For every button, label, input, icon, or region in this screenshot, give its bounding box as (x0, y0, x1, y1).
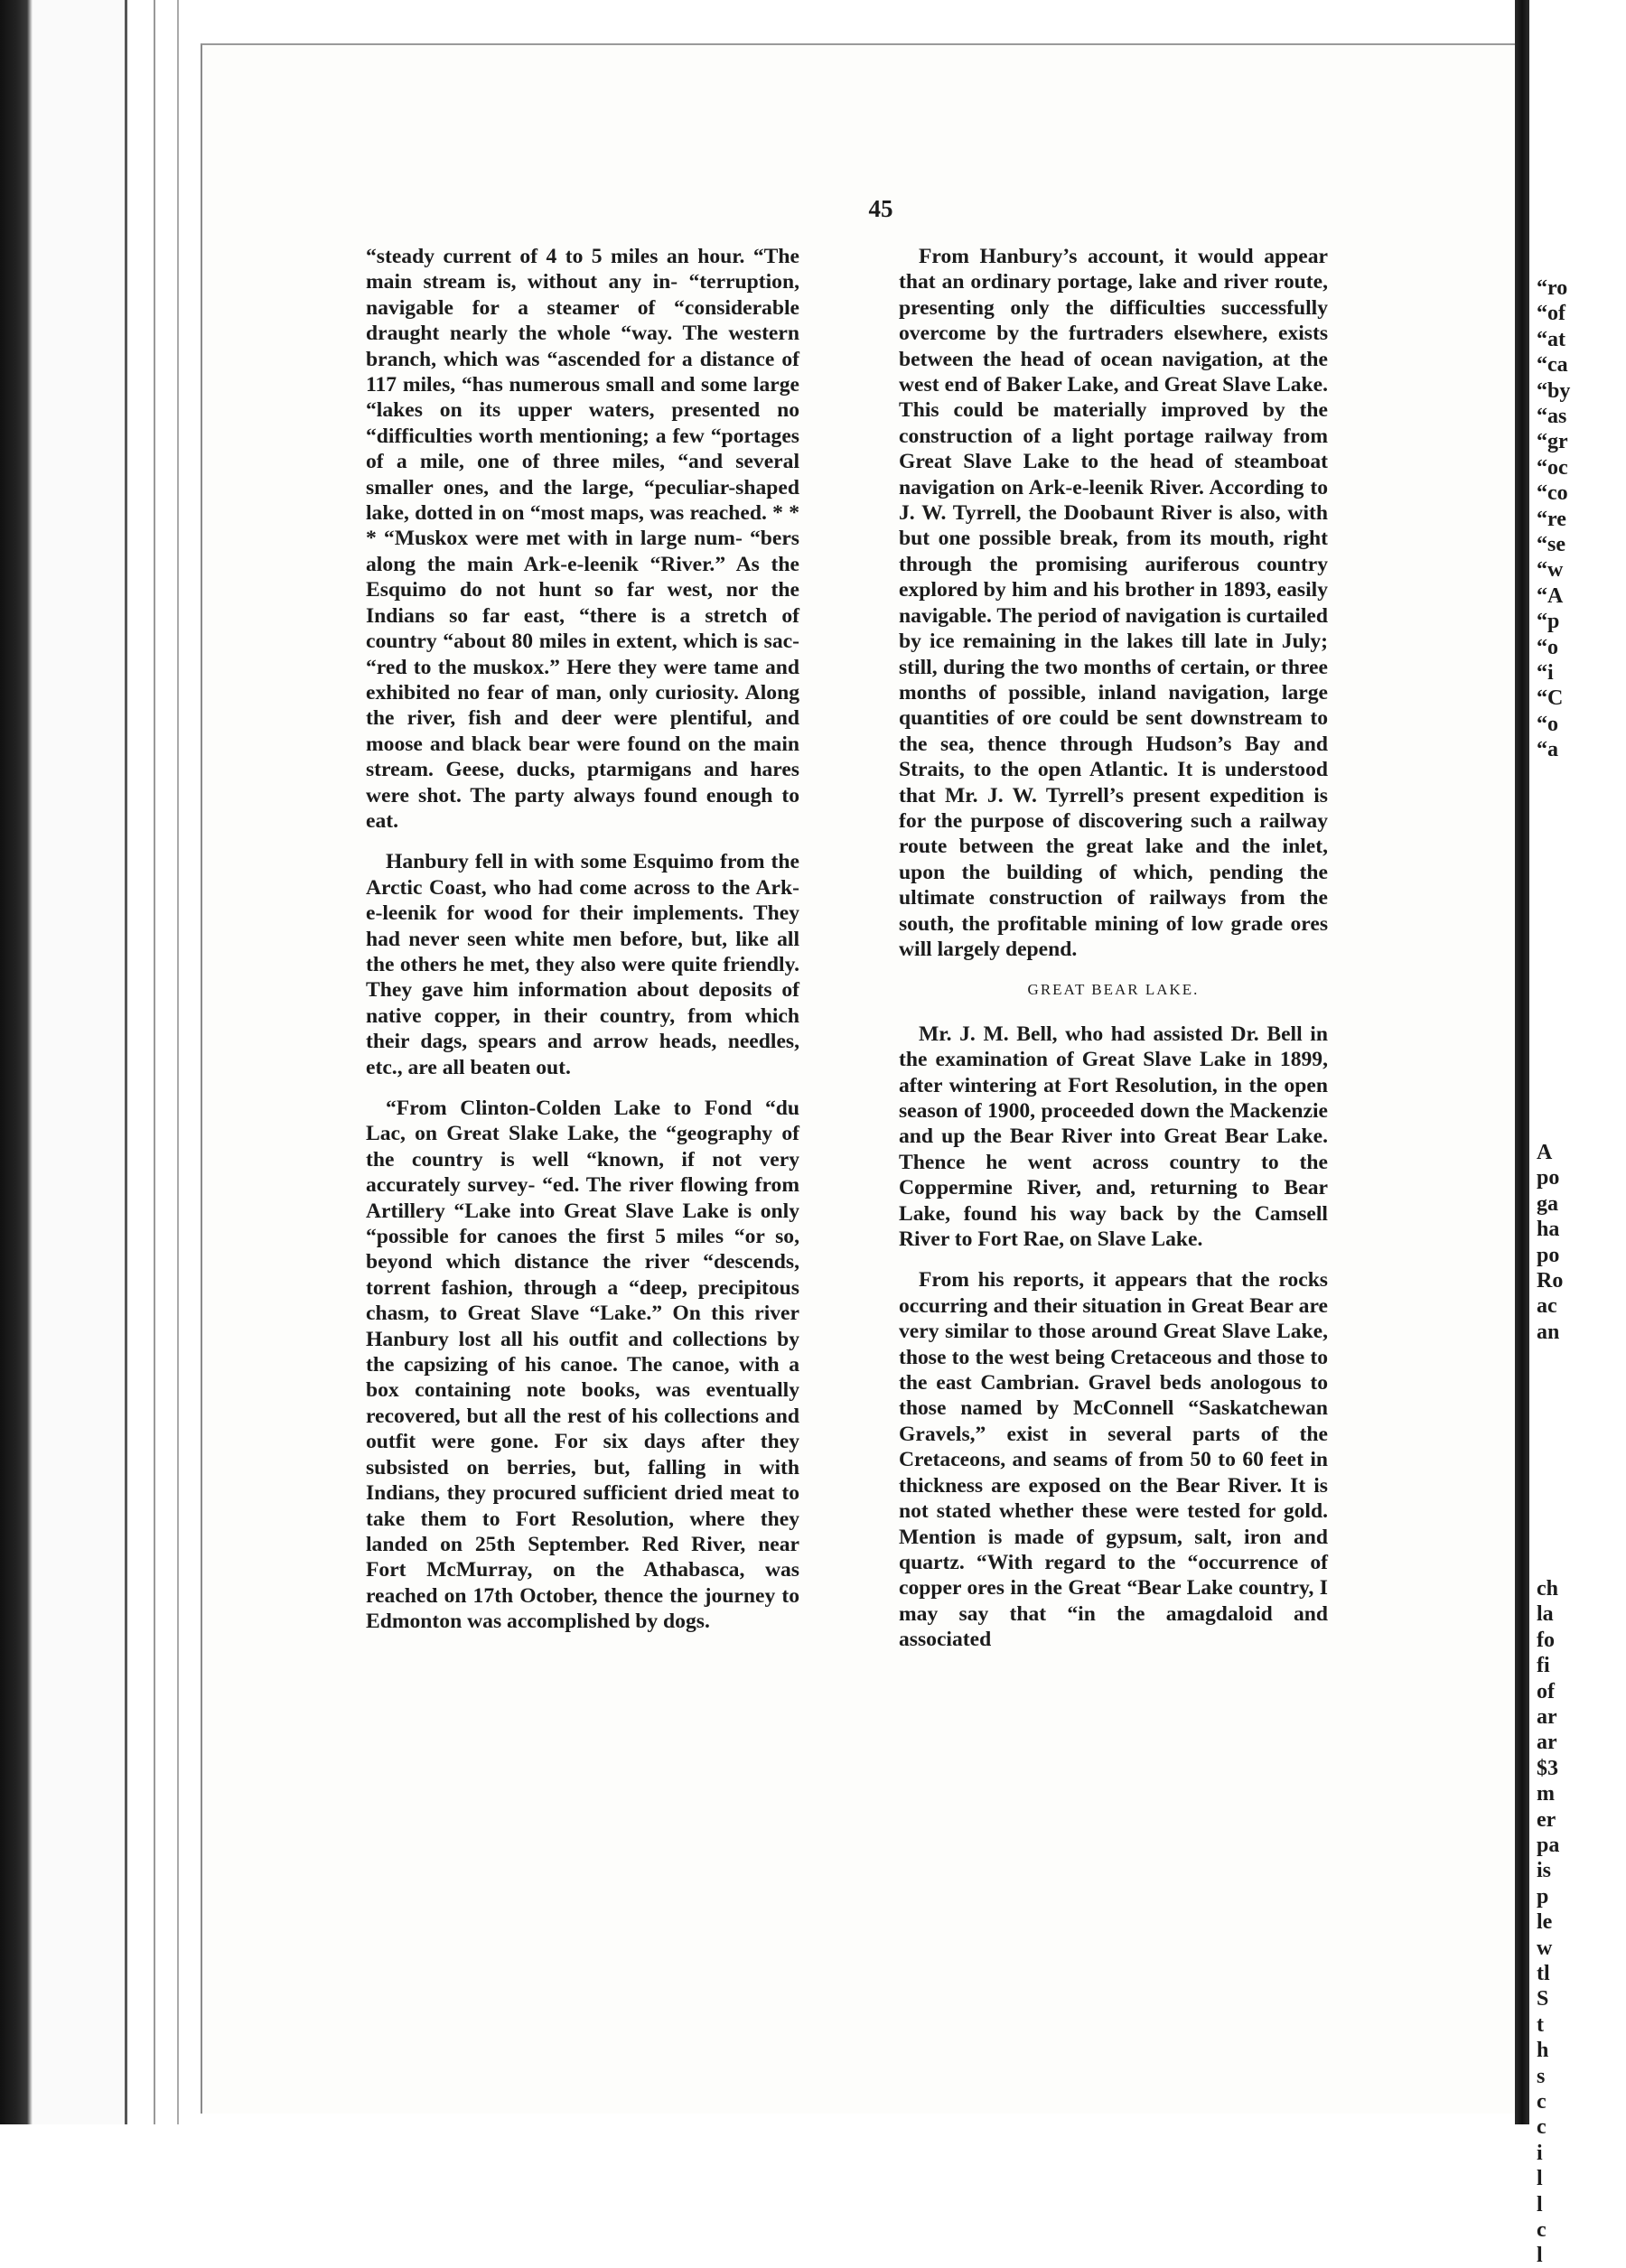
adjacent-page-text: “co (1537, 481, 1568, 506)
adjacent-page-text: “ro (1537, 276, 1568, 300)
adjacent-page-text: “o (1537, 635, 1558, 659)
adjacent-page-text: $3 (1537, 1756, 1558, 1780)
adjacent-page-text: w (1537, 1936, 1553, 1960)
adjacent-page-text: l (1537, 2192, 1543, 2217)
adjacent-page-text: “by (1537, 378, 1571, 403)
adjacent-page-text: l (1537, 2244, 1543, 2268)
adjacent-page-text: s (1537, 2064, 1546, 2088)
adjacent-page-text: ha (1537, 1218, 1560, 1242)
adjacent-page-text: “at (1537, 327, 1565, 351)
paragraph: From his reports, it appears that the rocks occurring and their situation in Great Bear are very similar to those around Great Slave Lake, those to the west being Cretaceous and those to the east Cambrian. Gravel beds anologous to those named by McConnell “Saskatchewan Gravels,” exist in several parts of the Cretaceons, and seams of from 50 to 60 feet in thickness are exposed on the Bear River. It is not stated whether these were tested for gold. Mention is made of gypsum, salt, iron and quartz. “With regard to the “occurrence of copper ores in the Great “Bear Lake country, I may say that “in the amagdaloid and associated (899, 1268, 1328, 1652)
sheet-edge (154, 0, 155, 2124)
adjacent-page-text: S (1537, 1987, 1549, 2011)
adjacent-page-text: le (1537, 1910, 1553, 1935)
sheet-edge (125, 0, 127, 2124)
adjacent-page-text: la (1537, 1602, 1554, 1627)
adjacent-page-text: ch (1537, 1577, 1558, 1601)
adjacent-page-text: “ca (1537, 353, 1568, 378)
adjacent-page-text: ar (1537, 1731, 1557, 1755)
sheet-edge (177, 0, 179, 2124)
adjacent-page-text: po (1537, 1166, 1560, 1190)
adjacent-page-text: “gr (1537, 430, 1568, 454)
adjacent-page-text: “C (1537, 686, 1564, 711)
adjacent-page-text: p (1537, 1884, 1549, 1909)
adjacent-page-text: ac (1537, 1294, 1557, 1319)
adjacent-page-text: of (1537, 1679, 1555, 1703)
page-number: 45 (868, 195, 893, 222)
section-heading: GREAT BEAR LAKE. (1027, 981, 1200, 999)
adjacent-page-text: h (1537, 2039, 1549, 2063)
adjacent-page-text: “re (1537, 507, 1566, 531)
adjacent-page-fragment (1529, 0, 1626, 2268)
paragraph: From Hanbury’s account, it would appear that an ordinary portage, lake and river route, presenting only the difficulties successfully overcome by the furtraders elsewhere, exists between the head of ocean navigation, at the west end of Baker Lake, and Great Slave Lake. This could be materially improved by the construction of a light portage railway from Great Slave Lake to the head of steamboat navigation on Ark-e-leenik River. According to J. W. Tyrrell, the Doobaunt River is also, with but one possible break, from its mouth, right through the promising auriferous country explored by him and his brother in 1893, easily navigable. The period of navigation is curtailed by ice remaining in the lakes till late in July; still, during the two months of certain, or three months of possible, inland navigation, large quantities of ore could be sent downstream to the sea, thence through Hudson’s Bay and Straits, to the open Atlantic. It is understood that Mr. J. W. Tyrrell’s present expedition is for the purpose of discovering such a railway route between the great lake and the inlet, upon the building of which, pending the ultimate construction of railways from the south, the profitable mining of low grade ores will largely depend. (899, 245, 1328, 961)
adjacent-page-text: “oc (1537, 455, 1568, 480)
adjacent-page-text: Ro (1537, 1269, 1564, 1293)
adjacent-page-text: fo (1537, 1628, 1555, 1652)
adjacent-page-text: A (1537, 1141, 1553, 1164)
adjacent-page-text: c (1537, 2218, 1547, 2242)
adjacent-page-text: ga (1537, 1191, 1558, 1216)
left-column (366, 244, 799, 1650)
adjacent-page-text: l (1537, 2167, 1543, 2191)
adjacent-page-text: c (1537, 2090, 1547, 2114)
adjacent-page-text: c (1537, 2115, 1547, 2140)
adjacent-page-text: “o (1537, 712, 1558, 736)
adjacent-page-text: pa (1537, 1834, 1560, 1857)
adjacent-page-text: er (1537, 1807, 1556, 1832)
paragraph: Hanbury fell in with some Esquimo from the Arctic Coast, who had come across to the Ark-e-leenik for wood for their implements. They had never seen white men before, but, like all the others he met, they also were quite friendly. They gave him information about deposits of native copper, in their country, from which their dags, spears and arrow heads, needles, etc., are all beaten out. (366, 850, 799, 1079)
adjacent-page-text: m (1537, 1782, 1555, 1806)
adjacent-page-text: “a (1537, 738, 1558, 762)
adjacent-page-text: fi (1537, 1654, 1550, 1678)
adjacent-page-text: “as (1537, 405, 1567, 428)
paragraph: “From Clinton-Colden Lake to Fond “du Lac, on Great Slake Lake, the “geography of the country is well “known, if not very accurately survey- “ed. The river flowing from Artillery “Lake into Great Slave Lake is only “possible for canoes the first 5 miles “or so, beyond which distance the river “descends, torrent fashion, through a “deep, precipitous chasm, to Great Slave “Lake.” On this river Hanbury lost all his outfit and collections by the capsizing of his canoe. The canoe, with a box containing note books, was eventually recovered, but all the rest of his collections and outfit were gone. For six days after they subsisted on berries, but, falling in with Indians, they procured sufficient dried meat to take them to Fort Resolution, where they landed on 25th September. Red River, near Fort McMurray, on the Athabasca, was reached on 17th October, thence the journey to Edmonton was accomplished by dogs. (366, 1097, 799, 1634)
adjacent-page-text: “w (1537, 558, 1564, 583)
adjacent-page-text: i (1537, 2141, 1543, 2165)
paragraph: Mr. J. M. Bell, who had assisted Dr. Bell in the examination of Great Slave Lake in 1899, after wintering at Fort Resolution, in the open season of 1900, proceeded down the Mackenzie and up the Bear River into Great Bear Lake. Thence he went across country to the Coppermine River, and, returning to Bear Lake, found his way back by the Camsell River to Fort Rae, on Slave Lake. (899, 1022, 1328, 1252)
adjacent-page-text: “i (1537, 661, 1554, 685)
adjacent-page-text: ar (1537, 1705, 1557, 1729)
adjacent-page-text: “p (1537, 610, 1560, 634)
page-gutter (1515, 0, 1529, 2124)
adjacent-page-text: po (1537, 1243, 1560, 1267)
paragraph: “steady current of 4 to 5 miles an hour. “The main stream is, without any in- “terruption, navigable for a steamer of “considerable draught nearly the whole “way. The western branch, which was “ascended for a distance of 117 miles, “has numerous small and some large “lakes on its upper waters, presented no “difficulties worth mentioning; a few “portages of a mile, one of three miles, “and several smaller ones, and the large, “peculiar-shaped lake, dotted in on “most maps, was reached. * * * “Muskox were met with in large num- “bers along the main Ark-e-leenik “River.” As the Esquimo do not hunt so far west, nor the Indians so far east, “there is a stretch of country “about 80 miles in extent, which is sac- “red to the muskox.” Here they were tame and exhibited no fear of man, only curiosity. Along the river, fish and deer were plentiful, and moose and black bear were found on the main stream. Geese, ducks, ptarmigans and hares were shot. The party always found enough to eat. (366, 245, 799, 833)
scan-binding-strip (0, 0, 126, 2124)
right-column (899, 244, 1328, 1668)
adjacent-page-text: “A (1537, 583, 1564, 608)
adjacent-page-text: is (1537, 1859, 1552, 1883)
adjacent-page-text: tl (1537, 1962, 1550, 1985)
adjacent-page-text: “of (1537, 302, 1565, 326)
adjacent-page-text: an (1537, 1320, 1560, 1344)
adjacent-page-text: “se (1537, 533, 1565, 556)
adjacent-page-text: t (1537, 2012, 1544, 2037)
